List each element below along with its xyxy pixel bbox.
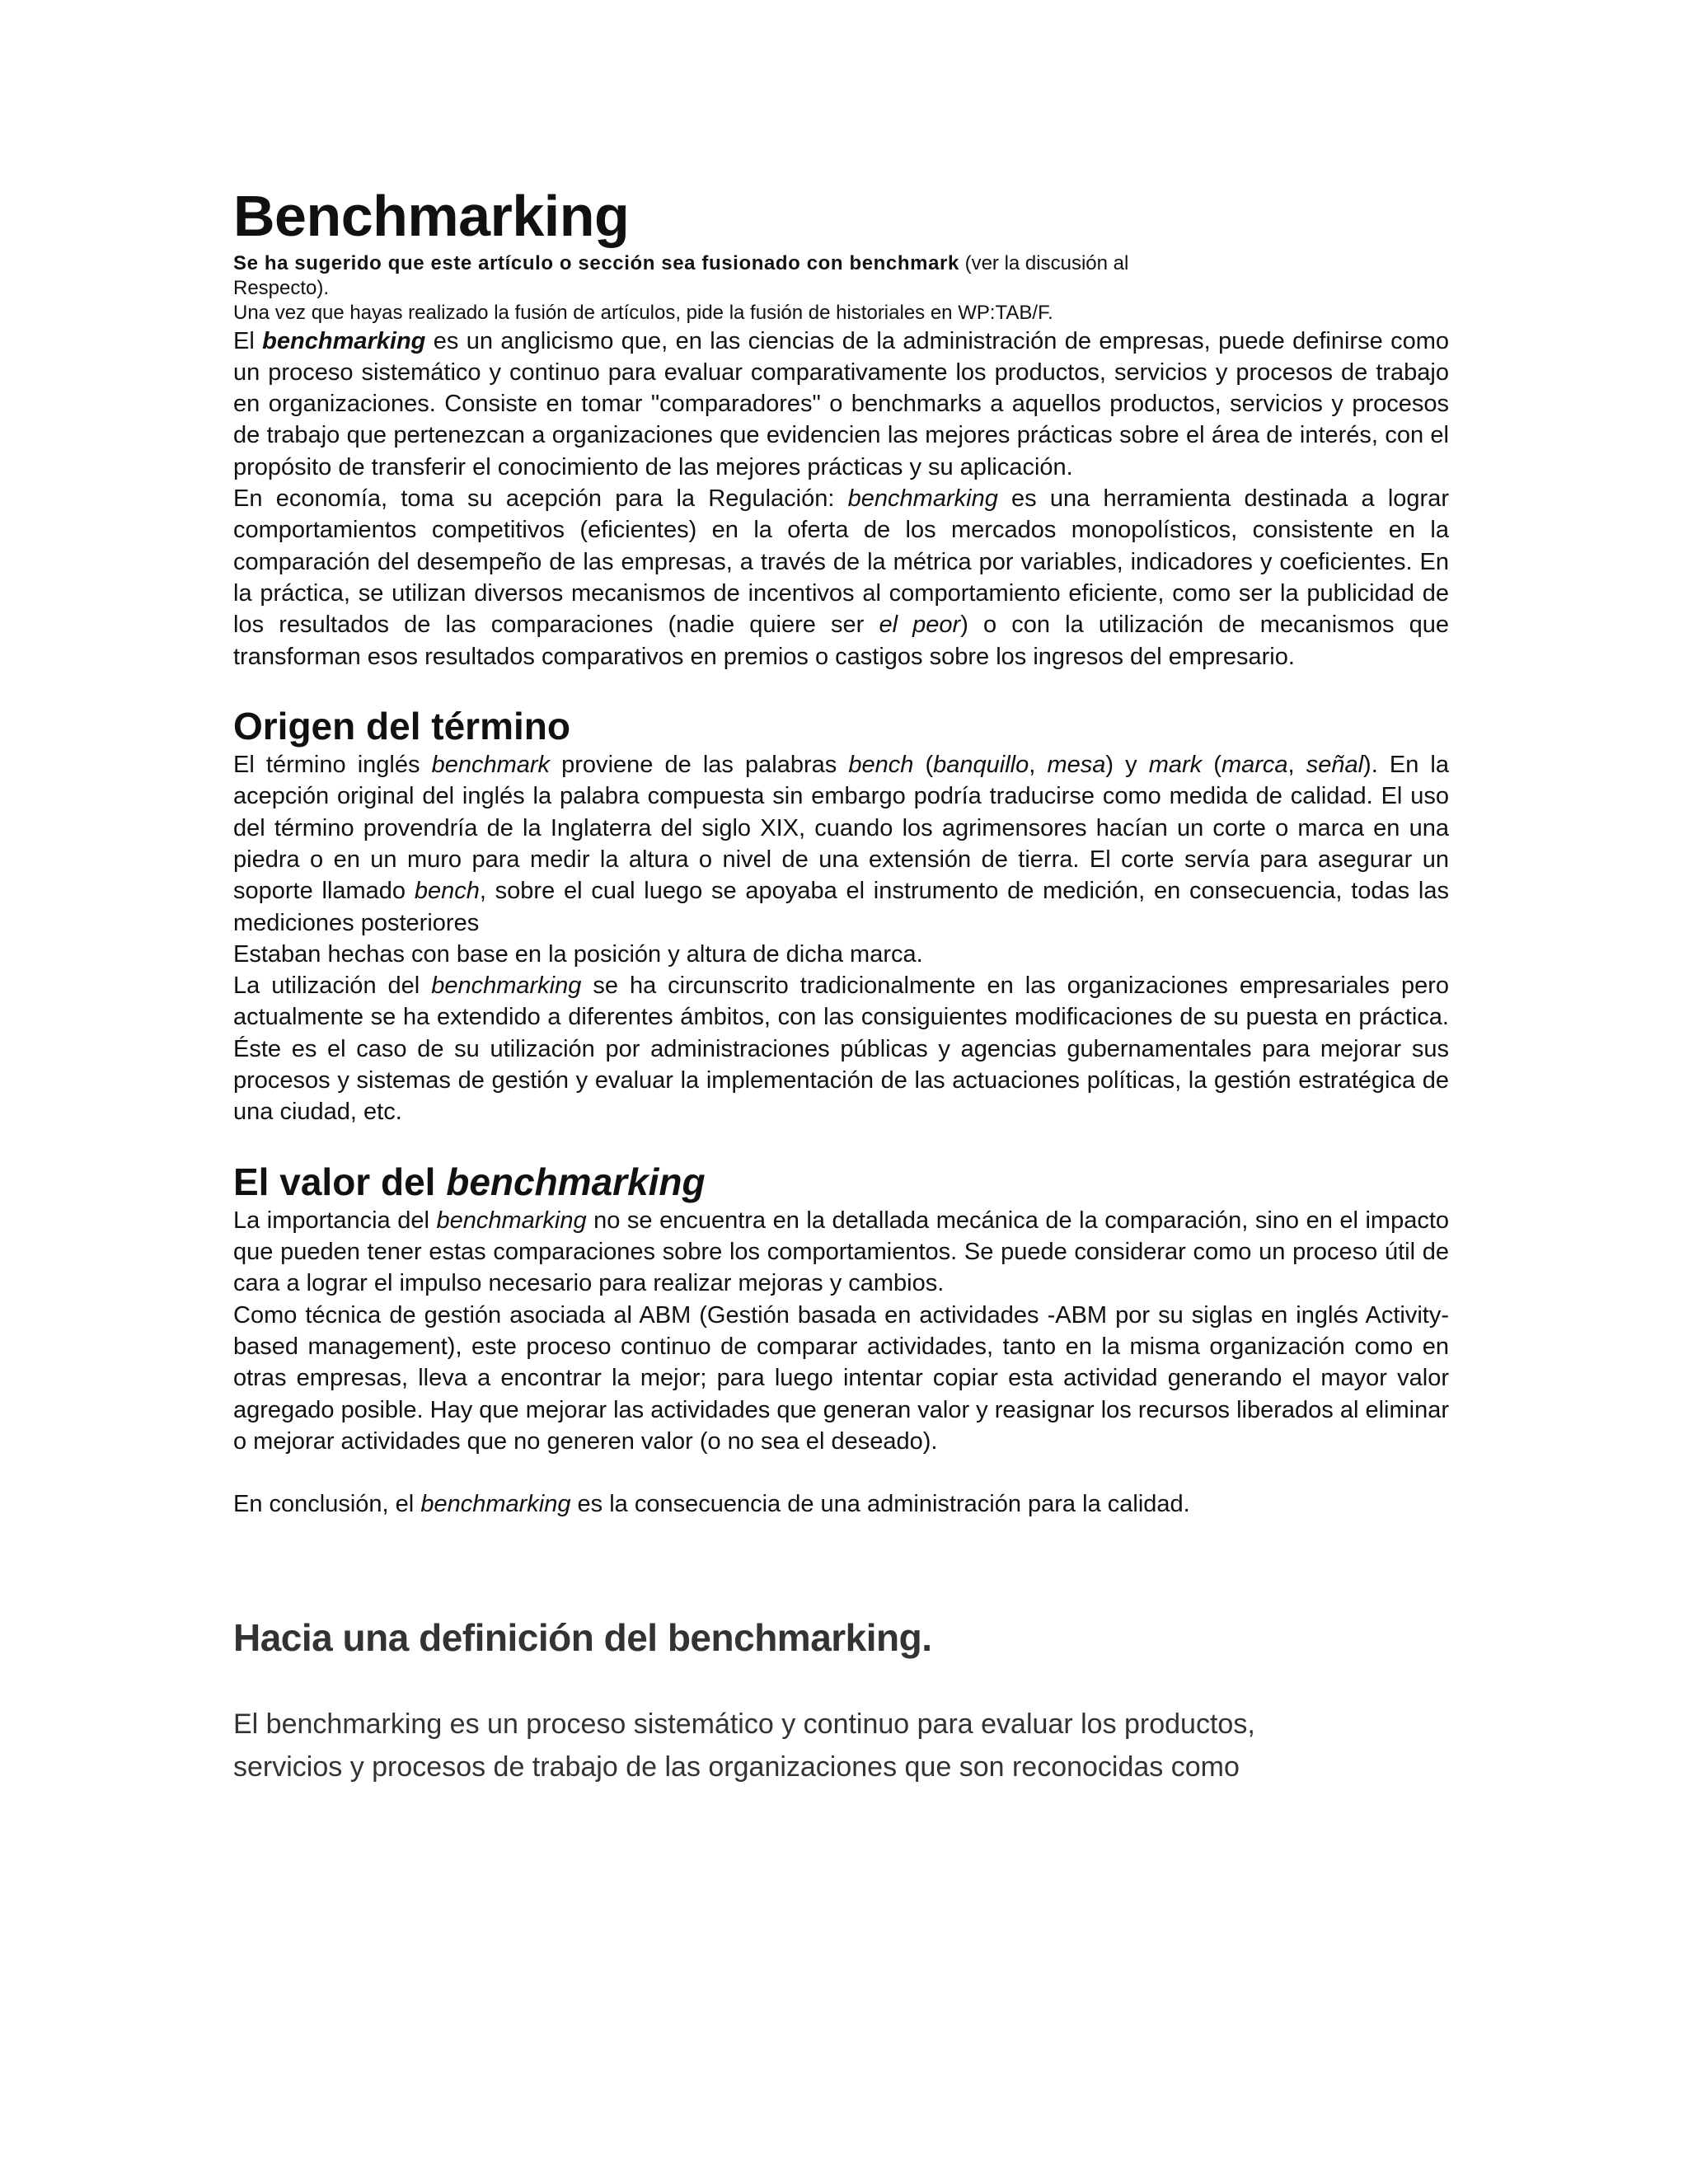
- origen-paragraph-1: [233, 749, 1449, 939]
- section-heading-origen: Origen del término: [233, 704, 570, 748]
- hacia-line-2: servicios y procesos de trabajo de las organizaciones que son reconocidas como: [233, 1750, 1240, 1783]
- heading-text: El valor del: [233, 1160, 447, 1203]
- text: se ha circunscrito tradicionalmente en las organizaciones empresariales pero actualmente se ha extendido a diferentes ámbitos, con las consiguientes modificaciones de su puesta en práctica. Éste es el caso de su utilización por administraciones públicas y agencias gubernamentales para mejorar sus procesos y sistemas de gestión y evaluar la implementación de las actuaciones políticas, la gestión estratégica de una ciudad, etc.: [233, 972, 1449, 1126]
- term-benchmarking: benchmarking: [262, 327, 426, 354]
- italic-text: benchmark: [431, 752, 551, 779]
- valor-conclusion: [233, 1488, 1449, 1520]
- merge-notice-rest: (ver la discusión al: [959, 251, 1129, 274]
- text: es un anglicismo que, en las ciencias de la administración de empresas, puede definirse como un proceso sistemático y continuo para evaluar comparativamente los productos, servicios y procesos de trabajo en organizaciones. Consiste en tomar "comparadores" o benchmarks a aquellos productos, servicios y procesos de trabajo que pertenezcan a organizaciones que evidencien las mejores prácticas sobre el área de interés, con el propósito de transferir el conocimiento de las mejores prácticas y su aplicación.: [233, 327, 1450, 480]
- italic-text: mark: [1148, 752, 1203, 779]
- origen-paragraph-1-end: Estaban hechas con base en la posición y altura de dicha marca.: [233, 940, 923, 968]
- italic-text: banquillo: [933, 752, 1029, 779]
- text: (: [1202, 752, 1221, 779]
- text: ,: [1287, 752, 1306, 779]
- page-title: Benchmarking: [233, 184, 630, 248]
- merge-notice-bold: Se ha sugerido que este artículo o sección sea fusionado con benchmark: [233, 251, 959, 274]
- term-benchmarking: benchmarking: [420, 1491, 571, 1518]
- text: En economía, toma su acepción para la Regulación:: [233, 485, 848, 513]
- text: proviene de las palabras: [550, 752, 849, 779]
- intro-paragraph-2: [233, 483, 1449, 673]
- valor-paragraph-1: [233, 1205, 1449, 1300]
- text: El término inglés: [233, 752, 432, 779]
- valor-paragraph-2: Como técnica de gestión asociada al ABM (Gestión basada en actividades -ABM por su siglas en inglés Activity-based management), este proceso continuo de comparar actividades, tanto en la misma organización como en otras empresas, lleva a encontrar la mejor; para luego intentar copiar esta actividad generando el mayor valor agregado posible. Hay que mejorar las actividades que generan valor y reasignar los recursos liberados al eliminar o mejorar actividades que no generen valor (o no sea el deseado).: [233, 1301, 1449, 1455]
- section-heading-hacia: Hacia una definición del benchmarking.: [233, 1616, 932, 1660]
- italic-text: bench: [848, 752, 914, 779]
- text: El: [233, 327, 263, 354]
- text: ). En la acepción original del inglés la palabra compuesta sin embargo podría traducirse como medida de calidad. El uso del término provendría de la Inglaterra del siglo XIX, cuando los agrimensores hacían un corte o marca en una piedra o en un muro para medir la altura o nivel de una extensión de tierra. El corte servía para asegurar un soporte llamado: [233, 752, 1449, 905]
- italic-text: mesa: [1047, 752, 1106, 779]
- text: es una herramienta destinada a lograr comportamientos competitivos (eficientes) en la oferta de los mercados monopolísticos, consistente en la comparación del desempeño de las empresas, a través de la métrica por variables, indicadores y coeficientes. En la práctica, se utilizan diversos mecanismos de incentivos al comportamiento eficiente, como ser la publicidad de los resultados de las comparaciones (nadie quiere ser: [233, 485, 1449, 639]
- text: ) y: [1105, 752, 1149, 779]
- term-benchmarking: benchmarking: [847, 485, 998, 513]
- text: ) o con la utilización de mecanismos que transforman esos resultados comparativos en premios o castigos sobre los ingresos del empresario.: [233, 612, 1449, 670]
- merge-notice: [233, 251, 1449, 326]
- hacia-line-1: El benchmarking es un proceso sistemático y continuo para evaluar los productos,: [233, 1708, 1255, 1740]
- text: En conclusión, el: [233, 1491, 421, 1518]
- text: La importancia del: [233, 1207, 437, 1234]
- term-benchmarking: benchmarking: [431, 972, 582, 1000]
- term-benchmarking: benchmarking: [436, 1207, 587, 1234]
- text: es la consecuencia de una administración para la calidad.: [570, 1491, 1190, 1518]
- italic-text: el peor: [879, 612, 961, 639]
- history-merge-notice: Una vez que hayas realizado la fusión de artículos, pide la fusión de historiales en WP:TAB/F.: [233, 301, 1053, 324]
- heading-term: benchmarking: [446, 1160, 706, 1203]
- section-heading-valor: [233, 1160, 1449, 1205]
- origen-paragraph-2: [233, 970, 1449, 1127]
- merge-notice-line2: Respecto).: [233, 276, 330, 299]
- italic-text: señal: [1306, 752, 1364, 779]
- text: , sobre el cual luego se apoyaba el instrumento de medición, en consecuencia, todas las mediciones posteriores: [233, 878, 1449, 936]
- italic-text: marca: [1221, 752, 1288, 779]
- document-page: [233, 185, 1449, 1788]
- italic-text: bench: [414, 878, 480, 905]
- text: no se encuentra en la detallada mecánica de la comparación, sino en el impacto que pueden tener estas comparaciones sobre los comportamientos. Se puede considerar como un proceso útil de cara a lograr el impulso necesario para realizar mejoras y cambios.: [233, 1207, 1450, 1297]
- intro-paragraph-1: [233, 326, 1449, 483]
- text: ,: [1029, 752, 1048, 779]
- text: La utilización del: [233, 972, 432, 1000]
- text: (: [913, 752, 934, 779]
- merge-notice-line: [233, 251, 1449, 276]
